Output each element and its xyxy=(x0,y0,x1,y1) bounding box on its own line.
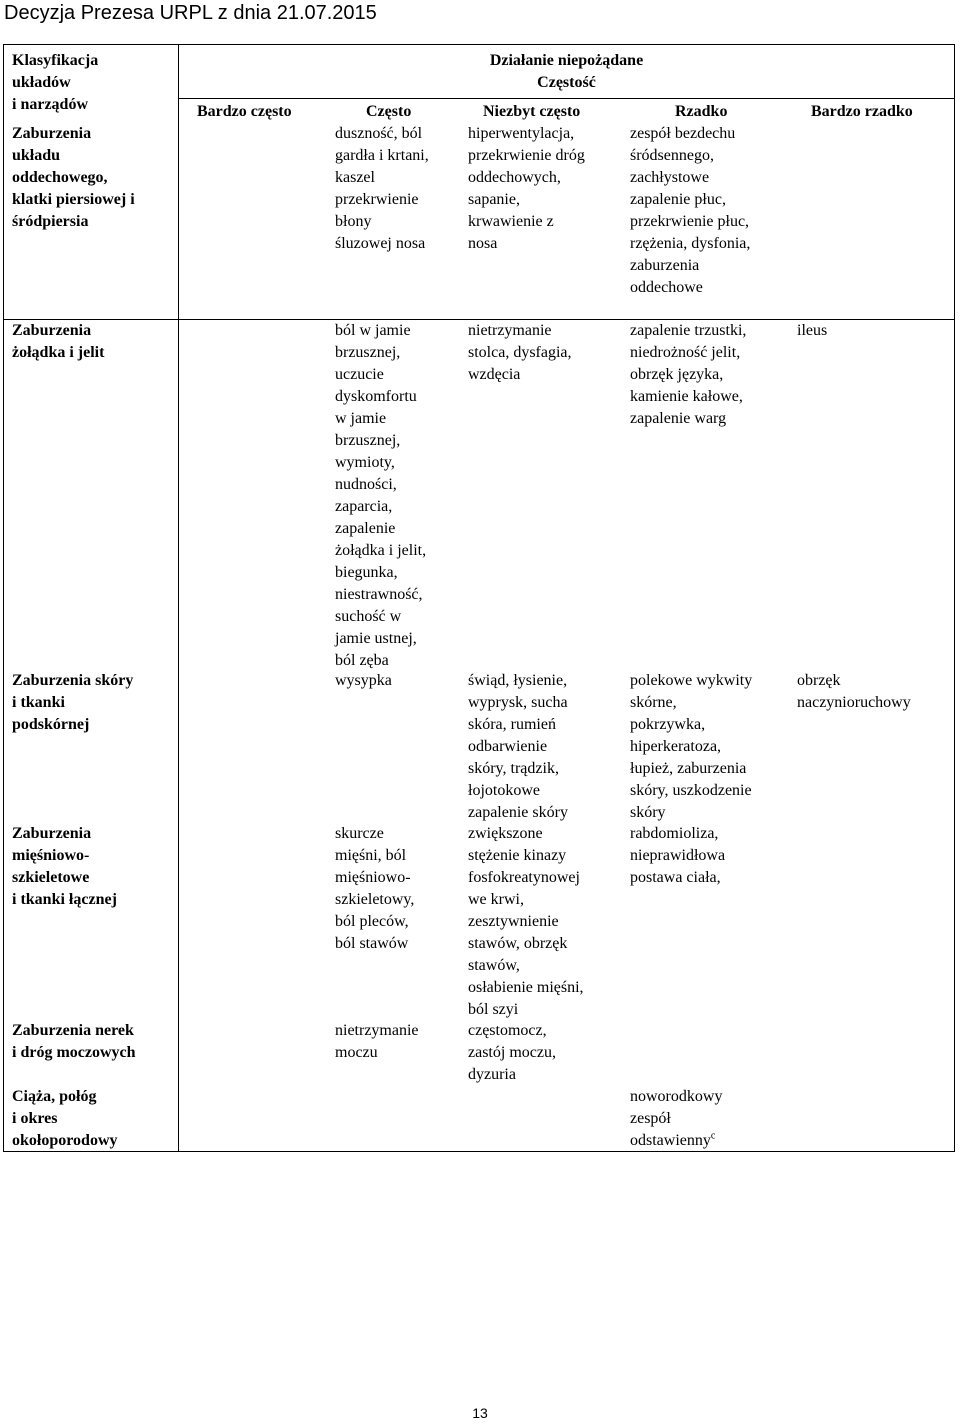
table-cell-uncommon: zwiększone stężenie kinazy fosfokreatynowej we krwi, zesztywnienie stawów, obrzęk stawów, osłabienie mięśni, ból szyi xyxy=(468,825,584,1018)
freq-header-uncommon: Niezbyt często xyxy=(483,103,581,120)
table-row-organ: Zaburzenia nerek i dróg moczowych xyxy=(12,1022,136,1061)
table-cell-common: nietrzymanie moczu xyxy=(335,1022,419,1061)
table-cell-common: wysypka xyxy=(335,672,392,689)
table-cell-rare: zapalenie trzustki, niedrożność jelit, obrzęk języka, kamienie kałowe, zapalenie warg xyxy=(630,322,747,427)
table-cell-common: skurcze mięśni, ból mięśniowo- szkieletowy, ból pleców, ból stawów xyxy=(335,825,415,952)
table-row-organ: Zaburzenia żołądka i jelit xyxy=(12,322,105,361)
table-row-organ: Zaburzenia mięśniowo- szkieletowe i tkanki łącznej xyxy=(12,825,117,908)
main-header-subtitle: Częstość xyxy=(537,74,596,91)
freq-header-common: Często xyxy=(366,103,412,120)
freq-header-very-common: Bardzo często xyxy=(197,103,292,120)
table-cell-rare: zespół bezdechu śródsennego, zachłystowe zapalenie płuc, przekrwienie płuc, rzężenia, dysfonia, zaburzenia oddechowe xyxy=(630,125,751,296)
freq-header-rare: Rzadko xyxy=(675,103,728,120)
rare-text: noworodkowy zespół odstawienny xyxy=(630,1088,723,1149)
table-border-right xyxy=(954,44,955,1152)
table-cell-very-rare: obrzęk naczynioruchowy xyxy=(797,672,911,711)
table-cell-rare xyxy=(630,1086,795,1152)
table-cell-rare: polekowe wykwity skórne, pokrzywka, hiperkeratoza, łupież, zaburzenia skóry, uszkodzenie skóry xyxy=(630,672,753,821)
table-cell-uncommon: świąd, łysienie, wyprysk, sucha skóra, rumień odbarwienie skóry, trądzik, łojotokowe zapalenie skóry xyxy=(468,672,568,821)
table-cell-common: ból w jamie brzusznej, uczucie dyskomfortu w jamie brzusznej, wymioty, nudności, zaparcia, zapalenie żołądka i jelit, biegunka, niestrawność, suchość w jamie ustnej, ból zęba xyxy=(335,322,427,669)
main-header-title: Działanie niepożądane xyxy=(489,52,644,69)
table-cell-common: duszność, ból gardła i krtani, kaszel przekrwienie błony śluzowej nosa xyxy=(335,125,429,252)
table-row-organ: Zaburzenia układu oddechowego, klatki piersiowej i śródpiersia xyxy=(12,125,135,230)
table-cell-uncommon: hiperwentylacja, przekrwienie dróg oddechowych, sapanie, krwawienie z nosa xyxy=(468,125,585,252)
table-row-organ: Zaburzenia skóry i tkanki podskórnej xyxy=(12,672,134,733)
adverse-reactions-table xyxy=(3,44,955,1152)
header-divider xyxy=(178,98,955,99)
organ-class-header: Klasyfikacja układów i narządów xyxy=(12,52,99,113)
freq-header-very-rare: Bardzo rzadko xyxy=(811,103,913,120)
document-header: Decyzja Prezesa URPL z dnia 21.07.2015 xyxy=(4,2,377,24)
col-divider xyxy=(178,44,179,1152)
footnote-marker: c xyxy=(710,1130,716,1142)
table-border-left xyxy=(3,44,4,1152)
table-row-organ: Ciąża, połóg i okres okołoporodowy xyxy=(12,1088,118,1149)
table-cell-very-rare: ileus xyxy=(797,322,828,339)
page-number: 13 xyxy=(472,1405,488,1421)
table-border-top xyxy=(3,44,955,45)
table-cell-uncommon: częstomocz, zastój moczu, dyzuria xyxy=(468,1022,556,1083)
table-cell-uncommon: nietrzymanie stolca, dysfagia, wzdęcia xyxy=(468,322,572,383)
table-cell-rare: rabdomioliza, nieprawidłowa postawa ciała, xyxy=(630,825,726,886)
